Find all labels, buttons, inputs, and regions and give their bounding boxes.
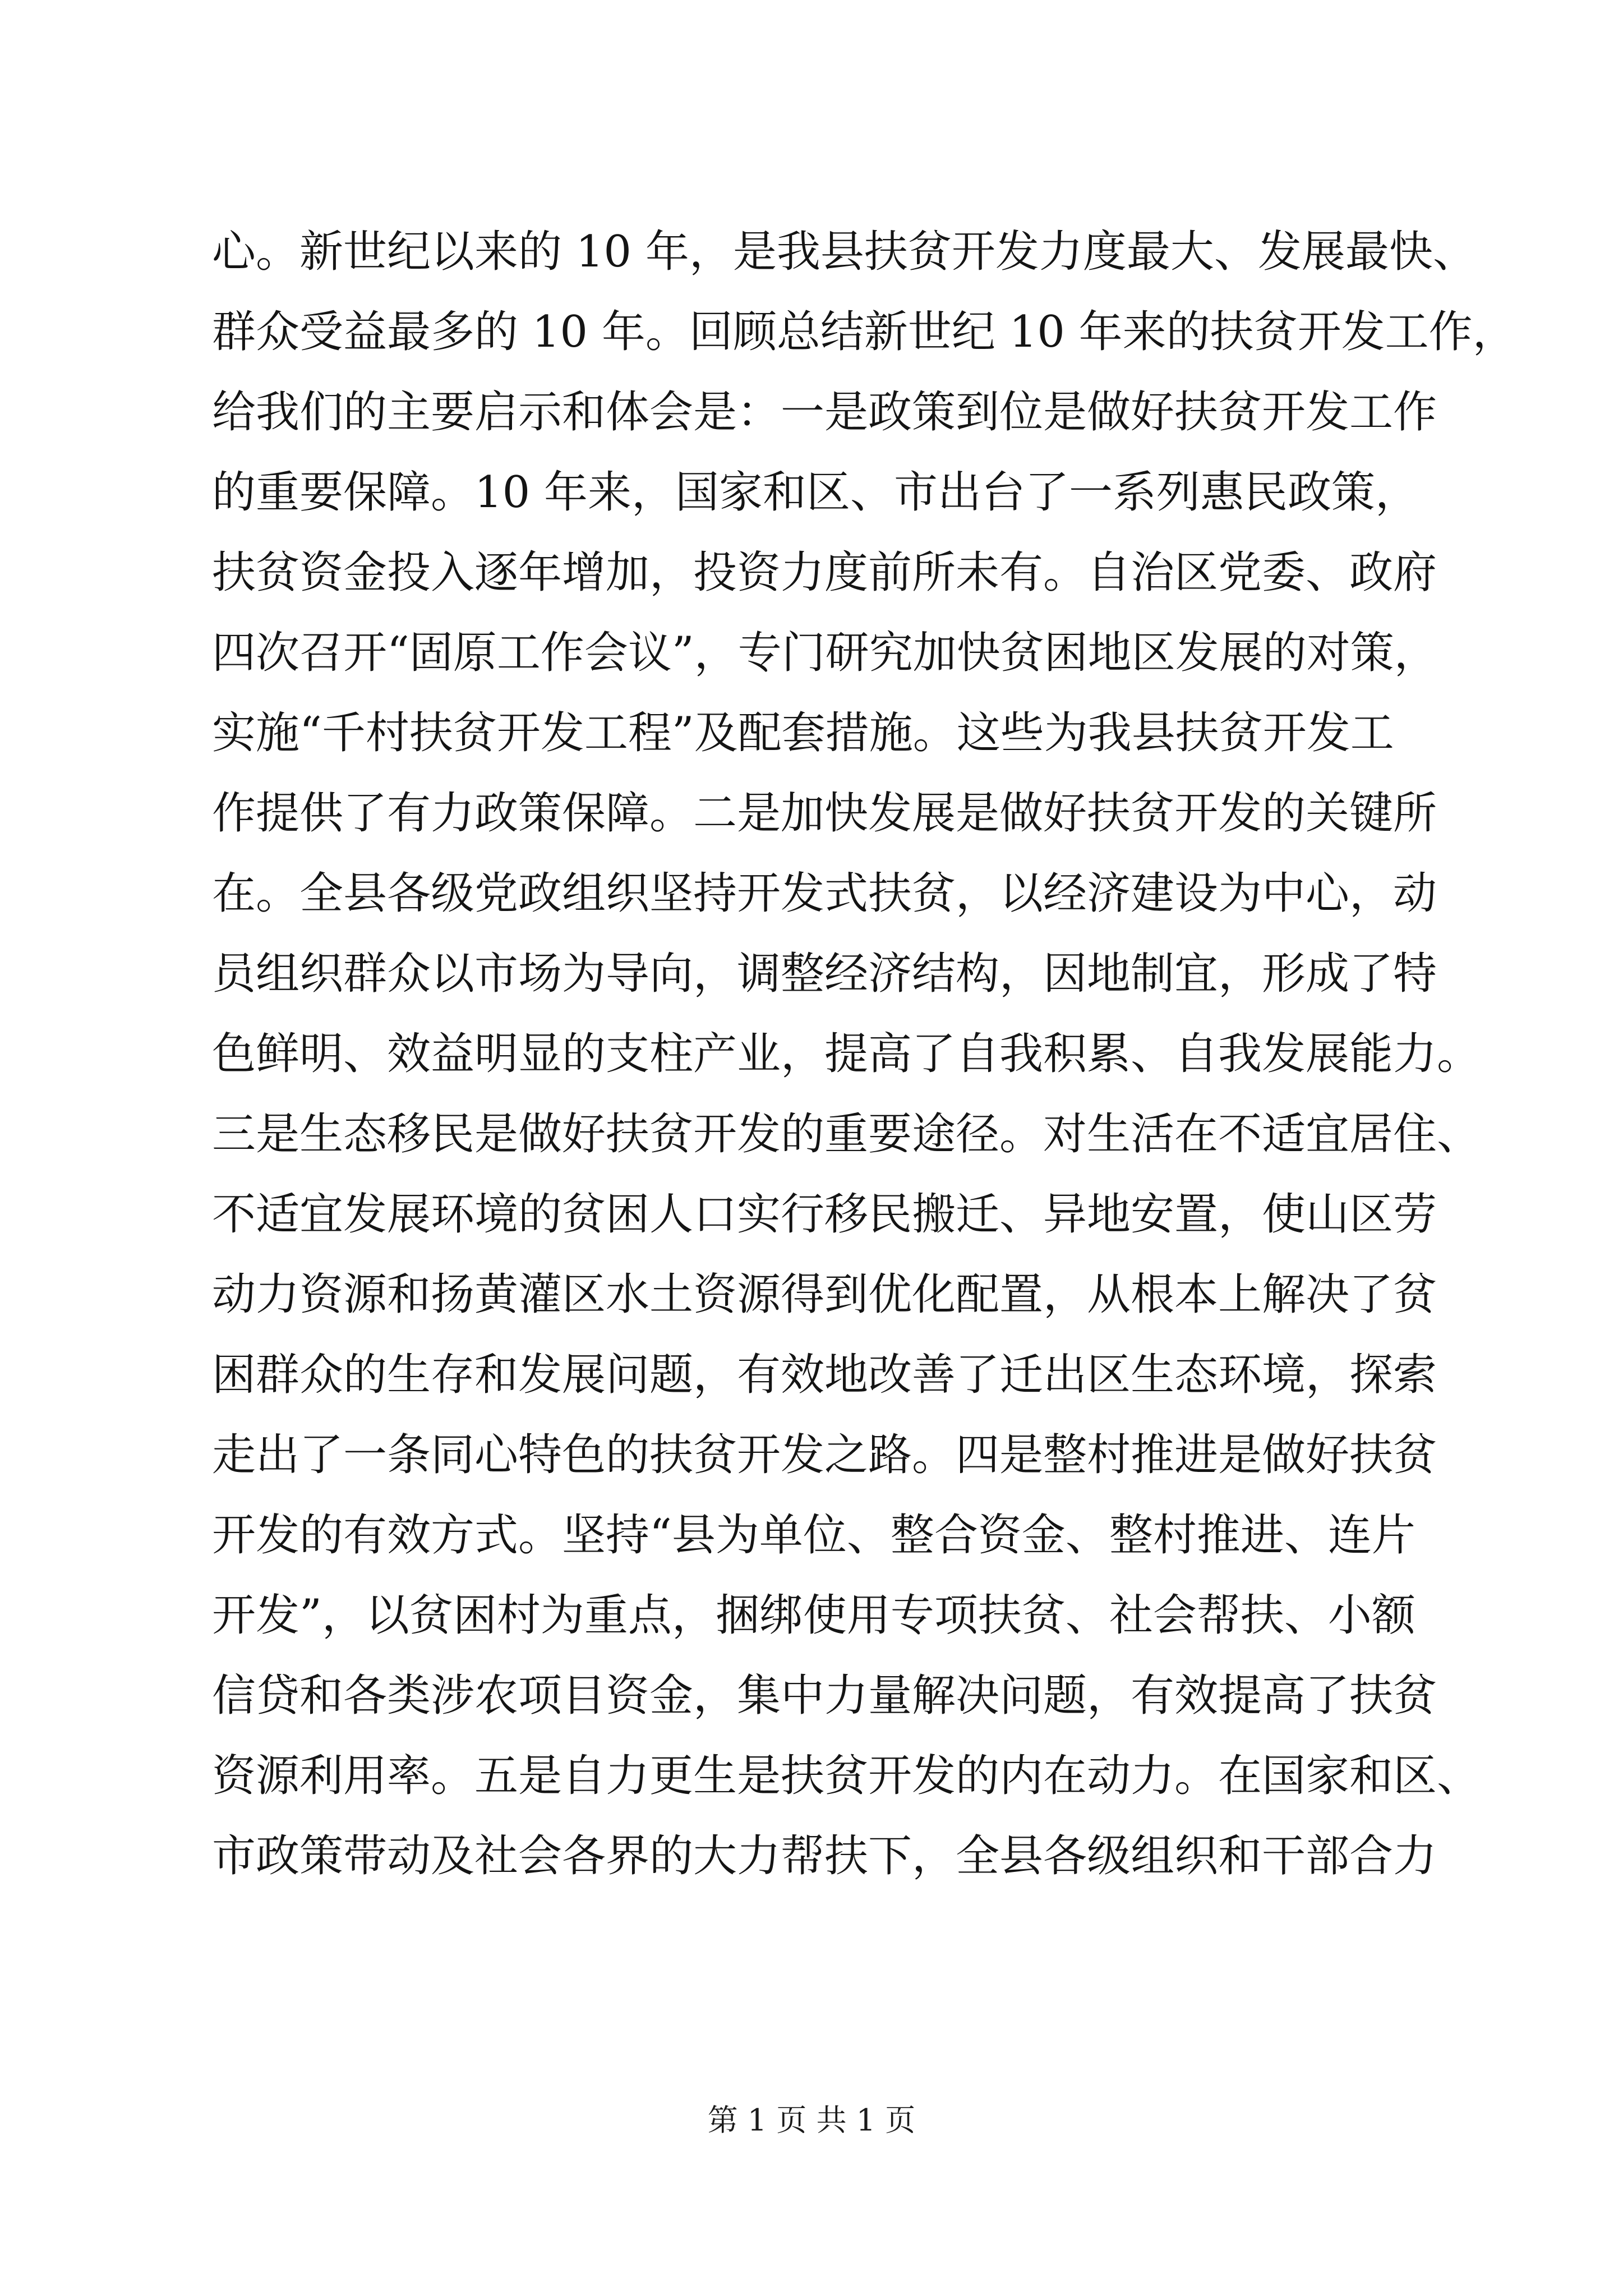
page-number-footer: 第 1 页 共 1 页 xyxy=(707,2102,916,2138)
text-line-17: 开发的有效方式。坚持“县为单位、整合资金、整村推进、连片 xyxy=(212,1510,1415,1561)
text-line-15: 困群众的生存和发展问题，有效地改善了迁出区生态环境，探索 xyxy=(212,1350,1437,1400)
text-line-2: 群众受益最多的 10 年。回顾总结新世纪 10 年来的扶贫开发工作， xyxy=(212,307,1516,357)
text-line-4: 的重要保障。10 年来，国家和区、市出台了一系列惠民政策， xyxy=(212,467,1419,518)
text-line-10: 员组织群众以市场为导向，调整经济结构，因地制宜，形成了特 xyxy=(212,949,1437,999)
text-line-9: 在。全县各级党政组织坚持开发式扶贫，以经济建设为中心，动 xyxy=(212,868,1437,919)
text-line-13: 不适宜发展环境的贫困人口实行移民搬迁、异地安置，使山区劳 xyxy=(212,1189,1437,1240)
body-text xyxy=(212,212,1516,1897)
text-line-19: 信贷和各类涉农项目资金，集中力量解决问题，有效提高了扶贫 xyxy=(212,1671,1437,1721)
text-line-5: 扶贫资金投入逐年增加，投资力度前所未有。自治区党委、政府 xyxy=(212,547,1437,598)
text-line-14: 动力资源和扬黄灌区水土资源得到优化配置，从根本上解决了贫 xyxy=(212,1269,1437,1320)
text-line-12: 三是生态移民是做好扶贫开发的重要途径。对生活在不适宜居住、 xyxy=(212,1109,1481,1159)
text-line-16: 走出了一条同心特色的扶贫开发之路。四是整村推进是做好扶贫 xyxy=(212,1430,1437,1480)
text-line-8: 作提供了有力政策保障。二是加快发展是做好扶贫开发的关键所 xyxy=(212,788,1437,839)
text-line-11: 色鲜明、效益明显的支柱产业，提高了自我积累、自我发展能力。 xyxy=(212,1029,1481,1079)
text-line-3: 给我们的主要启示和体会是：一是政策到位是做好扶贫开发工作 xyxy=(212,387,1437,438)
text-line-21: 市政策带动及社会各界的大力帮扶下，全县各级组织和干部合力 xyxy=(212,1831,1437,1881)
text-line-18: 开发”，以贫困村为重点，捆绑使用专项扶贫、社会帮扶、小额 xyxy=(212,1590,1415,1641)
text-line-6: 四次召开“固原工作会议”，专门研究加快贫困地区发展的对策， xyxy=(212,628,1438,678)
text-line-1: 心。新世纪以来的 10 年，是我县扶贫开发力度最大、发展最快、 xyxy=(212,227,1477,277)
text-line-7: 实施“千村扶贫开发工程”及配套措施。这些为我县扶贫开发工 xyxy=(212,708,1394,758)
text-line-20: 资源利用率。五是自力更生是扶贫开发的内在动力。在国家和区、 xyxy=(212,1751,1481,1801)
